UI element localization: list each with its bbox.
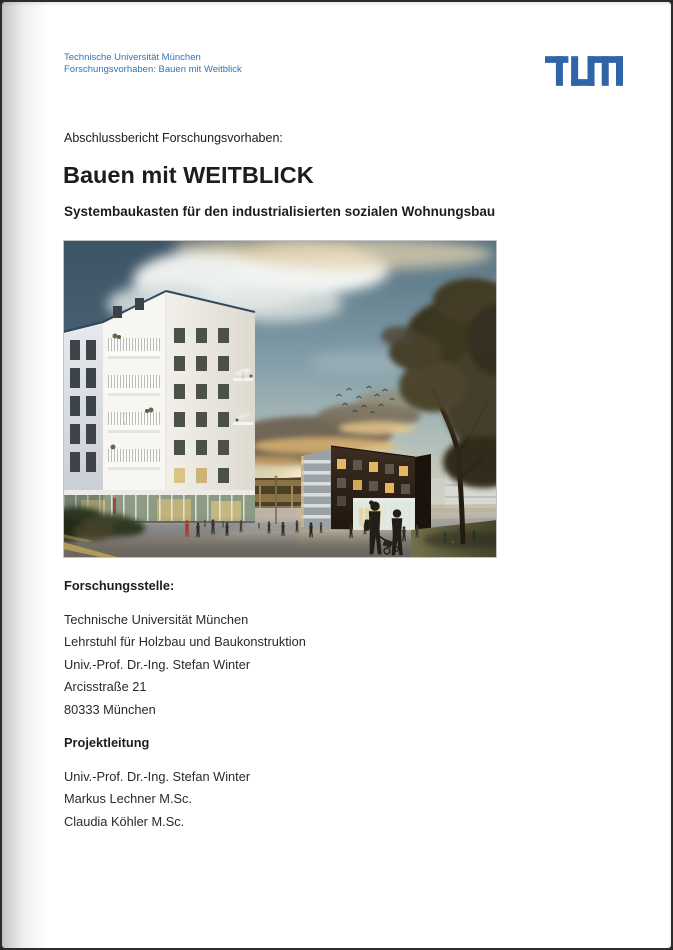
report-title: Bauen mit WEITBLICK xyxy=(63,162,314,188)
address-line: Lehrstuhl für Holzbau und Baukonstruktion xyxy=(64,634,306,650)
kicker: Abschlussbericht Forschungsvorhaben: xyxy=(64,131,283,145)
header-line-2: Forschungsvorhaben: Bauen mit Weitblick xyxy=(64,63,242,75)
header-org-block xyxy=(64,52,242,75)
section-heading-forschungsstelle: Forschungsstelle: xyxy=(64,578,175,593)
header-line-1: Technische Universität München xyxy=(64,52,201,63)
projektleitung-lines xyxy=(64,766,250,833)
report-subtitle: Systembaukasten für den industrialisierten sozialen Wohnungsbau xyxy=(64,204,496,219)
person-line: Univ.-Prof. Dr.-Ing. Stefan Winter xyxy=(64,769,251,784)
address-line: Arcisstraße 21 xyxy=(64,679,147,695)
section-heading-projektleitung: Projektleitung xyxy=(64,735,150,750)
address-line: 80333 München xyxy=(64,701,156,717)
page-curl-shading xyxy=(2,2,48,948)
address-line: Univ.-Prof. Dr.-Ing. Stefan Winter xyxy=(64,656,251,672)
address-line: Technische Universität München xyxy=(64,612,249,627)
white-building xyxy=(63,291,255,523)
cover-illustration xyxy=(63,240,497,558)
forschungsstelle-lines xyxy=(64,609,306,721)
dark-building xyxy=(301,446,431,530)
person-line: Claudia Köhler M.Sc. xyxy=(64,813,185,829)
tum-logo xyxy=(545,56,623,86)
person-line: Markus Lechner M.Sc. xyxy=(64,791,193,807)
tum-logo-glyphs xyxy=(545,56,623,86)
